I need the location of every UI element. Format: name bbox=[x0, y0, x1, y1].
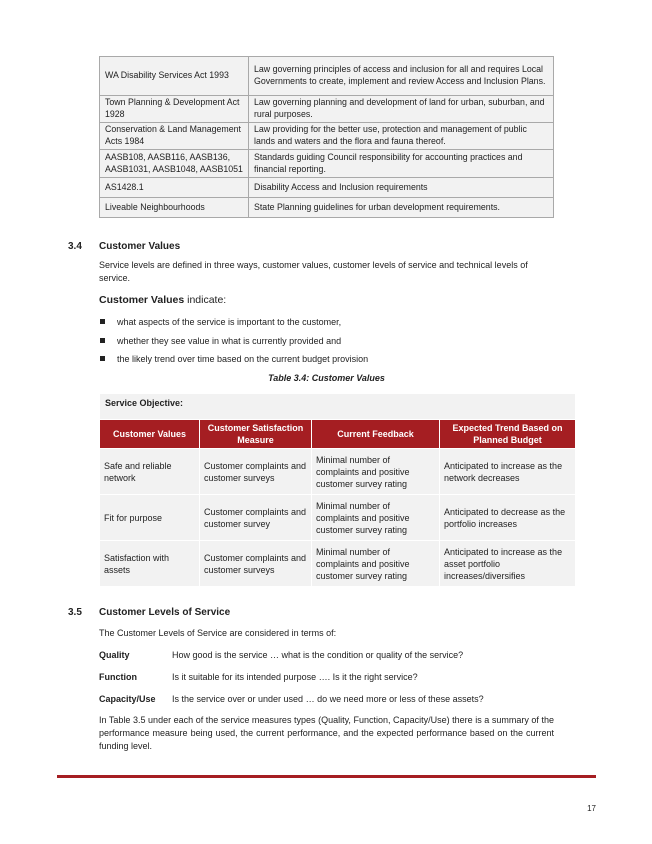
service-objective-row bbox=[100, 394, 576, 420]
customer-values-lead bbox=[99, 293, 226, 307]
table-row bbox=[100, 449, 576, 495]
column-header: Current Feedback bbox=[312, 420, 440, 449]
table-cell: Minimal number of complaints and positive customer survey rating bbox=[312, 495, 440, 541]
table-cell: Anticipated to increase as the asset portfolio increases/diversifies bbox=[440, 541, 576, 587]
table-cell: Minimal number of complaints and positive customer survey rating bbox=[312, 541, 440, 587]
footer-rule bbox=[57, 775, 596, 778]
table-row bbox=[100, 57, 554, 96]
table-row bbox=[100, 178, 554, 198]
legislation-name: Liveable Neighbourhoods bbox=[100, 198, 249, 218]
column-header: Customer Satisfaction Measure bbox=[200, 420, 312, 449]
list-item-text: whether they see value in what is currently provided and bbox=[117, 335, 342, 346]
table-row bbox=[100, 495, 576, 541]
service-objective: Service Objective: bbox=[100, 394, 576, 420]
definition-text: Is it suitable for its intended purpose …. Is it the right service? bbox=[172, 672, 418, 682]
table-row bbox=[100, 541, 576, 587]
definition-text: Is the service over or under used … do we need more or less of these assets? bbox=[172, 694, 484, 704]
table-cell: Anticipated to decrease as the portfolio increases bbox=[440, 495, 576, 541]
table-cell: Customer complaints and customer surveys bbox=[200, 449, 312, 495]
header-row bbox=[100, 420, 576, 449]
table-cell: Satisfaction with assets bbox=[100, 541, 200, 587]
table-cell: Customer complaints and customer surveys bbox=[200, 541, 312, 587]
legislation-name: WA Disability Services Act 1993 bbox=[100, 57, 249, 96]
section-intro: The Customer Levels of Service are considered in terms of: bbox=[99, 628, 337, 638]
legislation-description: Law providing for the better use, protection and management of public lands and waters and the flora and fauna thereof. bbox=[249, 123, 554, 150]
definition-term: Function bbox=[99, 672, 137, 682]
table-row bbox=[100, 150, 554, 178]
section-number: 3.4 bbox=[68, 241, 82, 252]
definition-term: Capacity/Use bbox=[99, 694, 156, 704]
definition-term: Quality bbox=[99, 650, 130, 660]
table-row bbox=[100, 198, 554, 218]
legislation-name: AS1428.1 bbox=[100, 178, 249, 198]
section-title: Customer Levels of Service bbox=[99, 607, 231, 618]
legislation-name: Conservation & Land Management Acts 1984 bbox=[100, 123, 249, 150]
list-item-text: what aspects of the service is important to the customer, bbox=[117, 317, 342, 327]
section-intro: Service levels are defined in three ways, customer values, customer levels of service and technical levels of service. bbox=[99, 260, 528, 284]
bullet-square-icon bbox=[100, 319, 105, 324]
table-cell: Safe and reliable network bbox=[100, 449, 200, 495]
legislation-description: Law governing planning and development of land for urban, suburban, and rural purposes. bbox=[249, 96, 554, 123]
legislation-table bbox=[99, 56, 554, 218]
lead-rest: indicate: bbox=[184, 294, 227, 306]
customer-values-table bbox=[99, 393, 576, 587]
list-item bbox=[99, 353, 554, 372]
legislation-description: Law governing principles of access and inclusion for all and requires Local Governments to create, implement and review Access and Inclusion Plans. bbox=[249, 57, 554, 96]
legislation-description: Standards guiding Council responsibility for accounting practices and financial reporting. bbox=[249, 150, 554, 178]
section-title: Customer Values bbox=[99, 241, 181, 252]
table-cell: Minimal number of complaints and positive customer survey rating bbox=[312, 449, 440, 495]
lead-bold: Customer Values bbox=[99, 294, 185, 306]
column-header: Customer Values bbox=[100, 420, 200, 449]
table-row bbox=[100, 96, 554, 123]
bullet-square-icon bbox=[100, 338, 105, 343]
legislation-description: State Planning guidelines for urban development requirements. bbox=[249, 198, 554, 218]
column-header: Expected Trend Based on Planned Budget bbox=[440, 420, 576, 449]
section-number: 3.5 bbox=[68, 607, 82, 618]
closing-paragraph: In Table 3.5 under each of the service measures types (Quality, Function, Capacity/Use) there is a summary of the performance measure being used, the current performance, and the expected performance based on the current funding level. bbox=[99, 715, 554, 752]
legislation-description: Disability Access and Inclusion requirements bbox=[249, 178, 554, 198]
table-row bbox=[100, 123, 554, 150]
definition-text: How good is the service … what is the condition or quality of the service? bbox=[172, 650, 464, 660]
legislation-name: Town Planning & Development Act 1928 bbox=[100, 96, 249, 123]
bullet-square-icon bbox=[100, 356, 105, 361]
legislation-name: AASB108, AASB116, AASB136, AASB1031, AASB1048, AASB1051 bbox=[100, 150, 249, 178]
list-item bbox=[99, 316, 554, 335]
page-number: 17 bbox=[587, 804, 596, 813]
list-item-text: the likely trend over time based on the current budget provision bbox=[117, 354, 369, 364]
table-caption: Table 3.4: Customer Values bbox=[268, 373, 385, 383]
bullet-list bbox=[99, 316, 554, 372]
list-item bbox=[99, 335, 554, 354]
table-cell: Fit for purpose bbox=[100, 495, 200, 541]
table-cell: Anticipated to increase as the network decreases bbox=[440, 449, 576, 495]
table-cell: Customer complaints and customer survey bbox=[200, 495, 312, 541]
